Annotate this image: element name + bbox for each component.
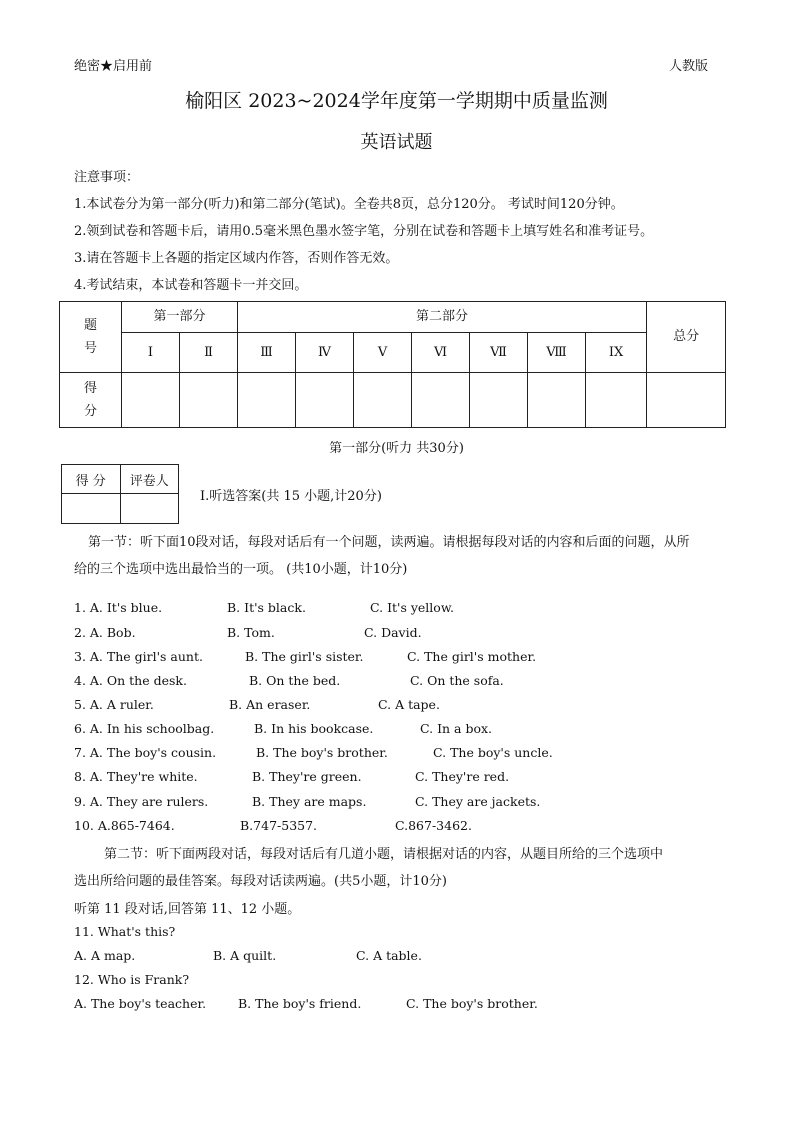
roman-cell: V <box>354 333 412 373</box>
jie2-instructions: 第二节：听下面两段对话，每段对话后有几道小题，请根据对话的内容，从题目所给的三个选项中 <box>104 847 664 862</box>
grader-reviewer-cell[interactable] <box>120 494 179 524</box>
note-item: 1.本试卷分为第一部分(听力)和第二部分(笔试)。全卷共8页，总分120分。 考试时间120分钟。 <box>74 197 624 212</box>
option-c: C. A tape. <box>378 697 440 712</box>
option-b: B.747-5357. <box>240 818 318 833</box>
jie1-instructions: 第一节：听下面10段对话，每段对话后有一个问题，读两遍。请根据每段对话的内容和后面的问题，从所 <box>88 535 690 550</box>
grader-reviewer-label: 评卷人 <box>120 465 179 494</box>
option-a: 2. A. Bob. <box>74 625 136 640</box>
option-b: B. They're green. <box>252 769 362 784</box>
section1-title: Ⅰ.听选答案(共 15 小题,计20分) <box>200 489 382 504</box>
defen-row-header <box>60 373 122 428</box>
option-b: B. They are maps. <box>252 794 367 809</box>
option-b: B. In his bookcase. <box>254 721 374 736</box>
score-entry-cell[interactable] <box>586 373 647 428</box>
option-b: B. On the bed. <box>249 673 341 688</box>
tihao-char: 号 <box>83 341 97 356</box>
score-entry-cell[interactable] <box>412 373 470 428</box>
option-b: B. The boy's friend. <box>238 996 362 1011</box>
tihao-char: 题 <box>83 317 97 333</box>
total-header: 总分 <box>647 302 726 373</box>
note-item: 4.考试结束，本试卷和答题卡一并交回。 <box>74 278 308 293</box>
tihao-header-cell <box>60 302 122 373</box>
total-entry-cell[interactable] <box>647 373 726 428</box>
option-c: C. In a box. <box>420 721 493 736</box>
note-item: 3.请在答题卡上各题的指定区域内作答，否则作答无效。 <box>74 251 399 266</box>
part1-header: 第一部分 <box>122 302 238 333</box>
option-c: C.867-3462. <box>395 818 472 833</box>
notes-heading: 注意事项： <box>74 170 140 185</box>
option-a: A. The boy's teacher. <box>74 996 207 1011</box>
defen-char: 分 <box>83 404 97 419</box>
question-stem: 11. What's this? <box>74 924 176 939</box>
option-c: C. The girl's mother. <box>407 649 537 664</box>
roman-cell: Ⅲ <box>238 333 296 373</box>
roman-cell: Ⅶ <box>470 333 528 373</box>
option-a: 8. A. They're white. <box>74 769 198 784</box>
option-b: B. The girl's sister. <box>245 649 364 664</box>
option-a: 9. A. They are rulers. <box>74 794 209 809</box>
score-entry-cell[interactable] <box>238 373 296 428</box>
option-b: B. An eraser. <box>229 697 311 712</box>
option-b: B. Tom. <box>227 625 275 640</box>
option-c: C. The boy's uncle. <box>433 745 553 760</box>
option-a: 1. A. It's blue. <box>74 600 163 615</box>
option-a: 3. A. The girl's aunt. <box>74 649 203 664</box>
score-entry-cell[interactable] <box>528 373 586 428</box>
grader-box <box>61 464 179 524</box>
option-b: B. The boy's brother. <box>256 745 388 760</box>
score-entry-cell[interactable] <box>470 373 528 428</box>
option-a: 7. A. The boy's cousin. <box>74 745 217 760</box>
dialog11-heading: 听第 11 段对话,回答第 11、12 小题。 <box>74 902 301 917</box>
score-entry-cell[interactable] <box>354 373 412 428</box>
jie2-instructions: 选出所给问题的最佳答案。每段对话读两遍。(共5小题，计10分) <box>74 874 447 889</box>
option-c: C. It's yellow. <box>370 600 455 615</box>
defen-char: 得 <box>83 380 97 396</box>
option-a: A. A map. <box>74 948 136 963</box>
confidential-label: 绝密★启用前 <box>74 59 153 74</box>
question-stem: 12. Who is Frank? <box>74 972 190 987</box>
option-c: C. They are jackets. <box>415 794 541 809</box>
roman-cell: Ⅳ <box>296 333 354 373</box>
option-a: 5. A. A ruler. <box>74 697 154 712</box>
page-title: 榆阳区 2023~2024学年度第一学期期中质量监测 <box>185 90 608 112</box>
roman-cell: Ⅵ <box>412 333 470 373</box>
option-c: C. The boy's brother. <box>406 996 538 1011</box>
score-entry-cell[interactable] <box>296 373 354 428</box>
grader-score-label: 得 分 <box>62 465 121 494</box>
option-a: 4. A. On the desk. <box>74 673 187 688</box>
option-c: C. On the sofa. <box>410 673 504 688</box>
jie1-instructions: 给的三个选项中选出最恰当的一项。 (共10小题，计10分) <box>74 562 408 577</box>
score-entry-cell[interactable] <box>180 373 238 428</box>
option-c: C. David. <box>364 625 422 640</box>
part1-heading: 第一部分(听力 共30分) <box>329 441 464 456</box>
edition-label: 人教版 <box>669 59 709 74</box>
option-b: B. A quilt. <box>213 948 277 963</box>
option-c: C. They're red. <box>415 769 510 784</box>
roman-cell: Ⅱ <box>180 333 238 373</box>
roman-cell: Ⅷ <box>528 333 586 373</box>
part2-header: 第二部分 <box>238 302 647 333</box>
score-table <box>59 301 726 428</box>
roman-cell: IX <box>586 333 647 373</box>
note-item: 2.领到试卷和答题卡后，请用0.5毫米黑色墨水签字笔，分别在试卷和答题卡上填写姓名和准考证号。 <box>74 224 654 239</box>
score-entry-cell[interactable] <box>122 373 180 428</box>
roman-cell: I <box>122 333 180 373</box>
option-b: B. It's black. <box>227 600 306 615</box>
option-a: 10. A.865-7464. <box>74 818 175 833</box>
option-c: C. A table. <box>356 948 422 963</box>
option-a: 6. A. In his schoolbag. <box>74 721 215 736</box>
grader-score-cell[interactable] <box>62 494 121 524</box>
page-subtitle: 英语试题 <box>360 132 433 153</box>
